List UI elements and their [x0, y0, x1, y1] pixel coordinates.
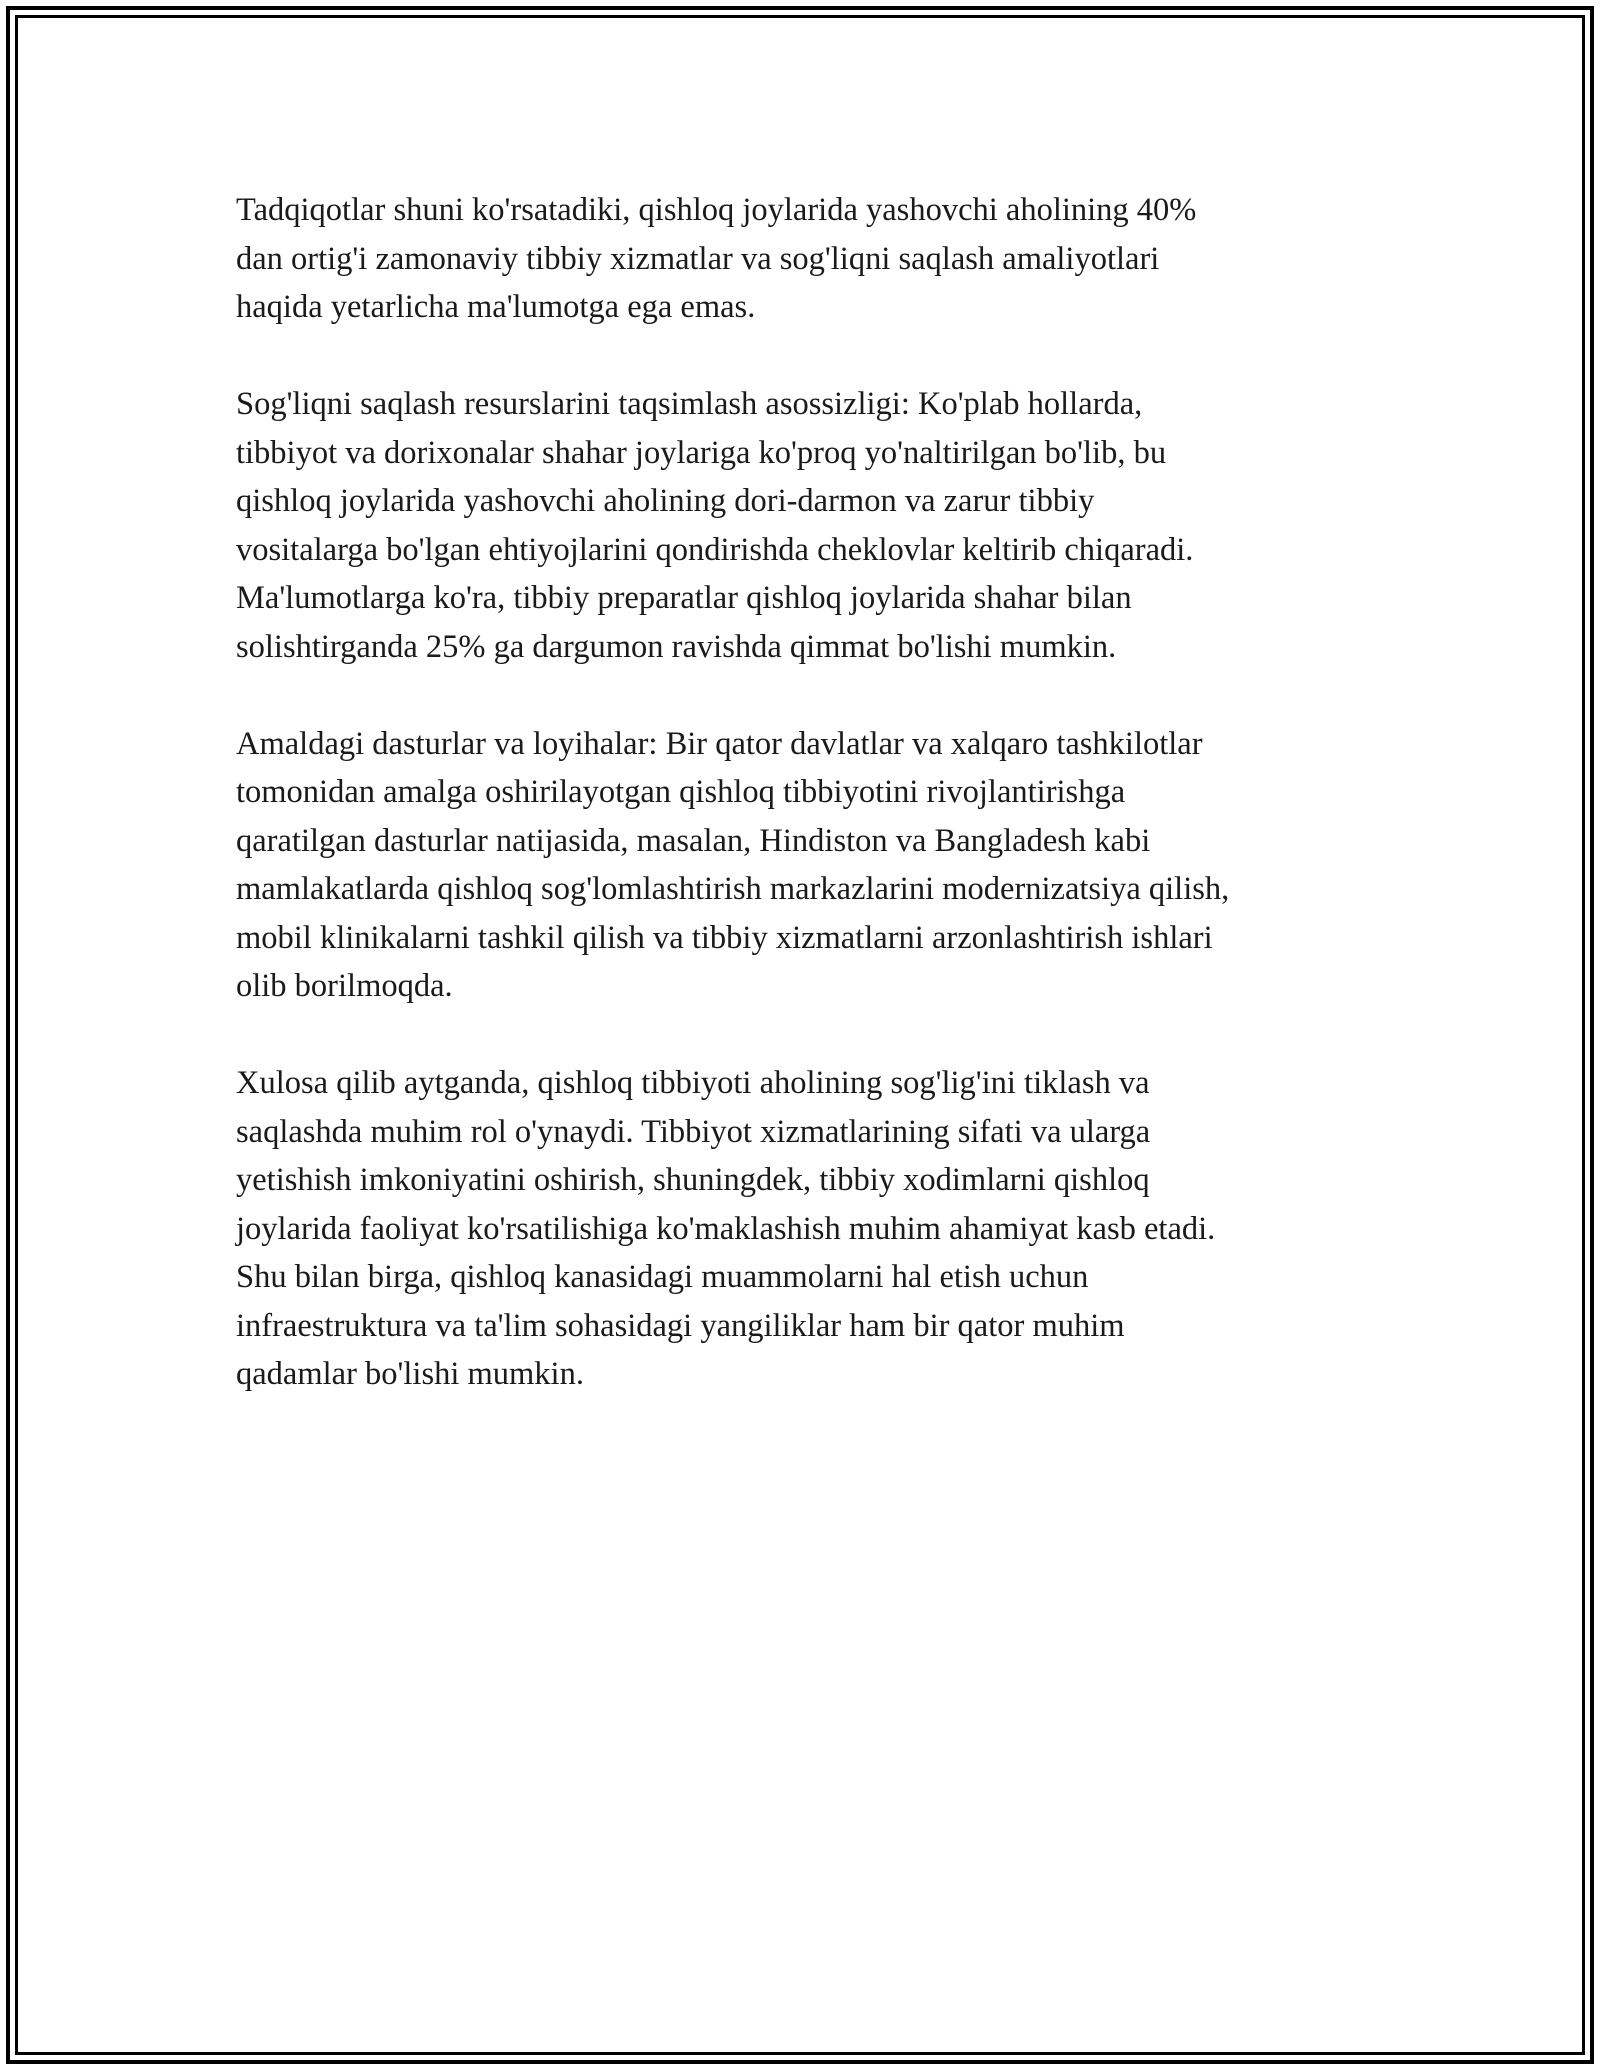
text-line: qaratilgan dasturlar natijasida, masalan, Hindiston va Bangladesh kabi [236, 822, 1151, 859]
text-line: solishtirganda 25% ga dargumon ravishda qimmat bo'lishi mumkin. [236, 628, 1117, 665]
document-body [236, 186, 1376, 1447]
text-line: Shu bilan birga, qishloq kanasidagi muammolarni hal etish uchun [236, 1259, 1089, 1295]
text-line: dan ortig'i zamonaviy tibbiy xizmatlar va sog'liqni saqlash amaliyotlari [236, 240, 1160, 277]
text-line: tomonidan amalga oshirilayotgan qishloq tibbiyotini rivojlantirishga [236, 774, 1126, 810]
text-line: Amaldagi dasturlar va loyihalar: Bir qator davlatlar va xalqaro tashkilotlar [236, 725, 1203, 762]
text-line: qadamlar bo'lishi mumkin. [236, 1356, 584, 1392]
text-line: haqida yetarlicha ma'lumotga ega emas. [236, 289, 756, 325]
text-line: Xulosa qilib aytganda, qishloq tibbiyoti aholining sog'lig'ini tiklash va [236, 1065, 1150, 1101]
paragraph-research-findings [236, 186, 1376, 332]
paragraph-resource-distribution [236, 380, 1376, 671]
text-line: qishloq joylarida yashovchi aholining dori-darmon va zarur tibbiy [236, 483, 1095, 519]
text-line: Sog'liqni saqlash resurslarini taqsimlash asossizligi: Ko'plab hollarda, [236, 386, 1143, 422]
text-line: Tadqiqotlar shuni ko'rsatadiki, qishloq joylarida yashovchi aholining 40% [236, 192, 1197, 228]
paragraph-conclusion [236, 1059, 1376, 1399]
paragraph-current-programs [236, 720, 1376, 1011]
text-line: yetishish imkoniyatini oshirish, shuningdek, tibbiy xodimlarni qishloq [236, 1162, 1150, 1198]
text-line: vositalarga bo'lgan ehtiyojlarini qondirishda cheklovlar keltirib chiqaradi. [236, 531, 1194, 568]
text-line: olib borilmoqda. [236, 968, 453, 1004]
text-line: infraestruktura va ta'lim sohasidagi yangiliklar ham bir qator muhim [236, 1307, 1125, 1344]
text-line: tibbiyot va dorixonalar shahar joylariga ko'proq yo'naltirilgan bo'lib, bu [236, 434, 1167, 471]
text-line: Ma'lumotlarga ko'ra, tibbiy preparatlar qishloq joylarida shahar bilan [236, 580, 1132, 616]
text-line: mamlakatlarda qishloq sog'lomlashtirish markazlarini modernizatsiya qilish, [236, 871, 1230, 907]
text-line: mobil klinikalarni tashkil qilish va tibbiy xizmatlarni arzonlashtirish ishlari [236, 919, 1213, 956]
text-line: joylarida faoliyat ko'rsatilishiga ko'maklashish muhim ahamiyat kasb etadi. [236, 1210, 1216, 1247]
text-line: saqlashda muhim rol o'ynaydi. Tibbiyot xizmatlarining sifati va ularga [236, 1113, 1151, 1150]
